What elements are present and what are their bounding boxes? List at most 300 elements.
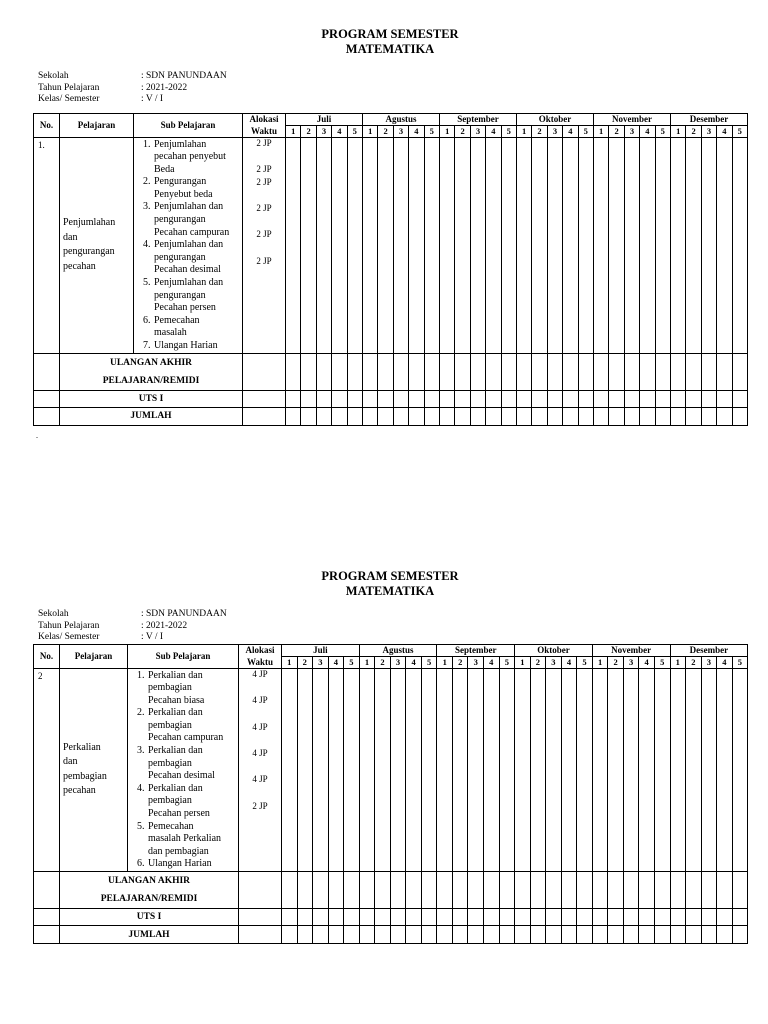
schedule-cell [532, 137, 547, 353]
header-alokasi: Alokasi [243, 113, 286, 125]
sub-line: Pengurangan [154, 176, 207, 188]
schedule-cell [670, 872, 686, 909]
schedule-cell [516, 353, 531, 390]
schedule-cell [501, 407, 516, 425]
schedule-cell [670, 909, 686, 926]
month-header: Oktober [515, 644, 593, 656]
header-row-months [34, 644, 748, 656]
schedule-cell [424, 407, 439, 425]
schedule-cell [592, 909, 608, 926]
schedule-cell [578, 390, 593, 407]
schedule-cell [297, 926, 313, 944]
week-number-header: 2 [297, 656, 313, 668]
schedule-cell [455, 353, 470, 390]
schedule-cell [655, 390, 670, 407]
schedule-cell [378, 353, 393, 390]
sub-line: masalah Perkalian [148, 833, 222, 845]
schedule-cell [468, 926, 484, 944]
footer-uts-label: UTS I [60, 390, 243, 407]
schedule-cell [609, 407, 624, 425]
schedule-cell [313, 926, 329, 944]
schedule-cell [393, 407, 408, 425]
schedule-cell [344, 872, 360, 909]
schedule-cell [316, 137, 331, 353]
footer-uts-label: UTS I [60, 909, 239, 926]
pelajaran-cell [60, 137, 134, 353]
info-label: Kelas/ Semester [38, 632, 100, 642]
sub-line: Ulangan Harian [148, 858, 212, 870]
sub-line: Pecahan persen [148, 808, 210, 820]
schedule-cell [532, 407, 547, 425]
schedule-cell [328, 668, 344, 872]
footer-row-uts [34, 390, 748, 407]
schedule-cell [375, 872, 391, 909]
sub-line: Penjumlahan dan [154, 201, 224, 213]
sub-line: Pecahan campuran [148, 732, 224, 744]
empty-cell [239, 872, 282, 909]
schedule-cell [440, 390, 455, 407]
schedule-cell [623, 926, 639, 944]
schedule-cell [593, 390, 608, 407]
week-number-header: 3 [468, 656, 484, 668]
week-number-header: 4 [409, 125, 424, 137]
schedule-cell [608, 909, 624, 926]
schedule-cell [424, 390, 439, 407]
schedule-cell [717, 353, 732, 390]
week-number-header: 1 [671, 125, 686, 137]
schedule-cell [732, 872, 748, 909]
schedule-cell [440, 353, 455, 390]
sub-line: Pecahan biasa [148, 694, 205, 706]
week-number-header: 1 [515, 656, 531, 668]
sub-pelajaran-cell [134, 137, 243, 353]
lesson-row [34, 668, 748, 872]
sub-line: pembagian [148, 757, 192, 769]
empty-cell [34, 909, 60, 926]
pelajaran-line: Penjumlahan [63, 217, 116, 229]
sub-item [147, 858, 238, 871]
schedule-cell [470, 137, 485, 353]
schedule-cell [409, 353, 424, 390]
schedule-cell [623, 668, 639, 872]
info-row-tahun [33, 621, 747, 633]
schedule-cell [409, 137, 424, 353]
week-number-header: 4 [563, 125, 578, 137]
schedule-cell [592, 872, 608, 909]
schedule-cell [578, 137, 593, 353]
schedule-cell [624, 137, 639, 353]
schedule-cell [363, 353, 378, 390]
schedule-cell [639, 668, 655, 872]
schedule-cell [316, 353, 331, 390]
schedule-cell [516, 137, 531, 353]
alokasi-value: 2 JP [256, 255, 272, 266]
footer-ulangan-label [60, 353, 243, 390]
program-semester-2 [33, 569, 747, 944]
schedule-cell [654, 872, 670, 909]
week-number-header: 2 [455, 125, 470, 137]
schedule-cell [717, 137, 732, 353]
schedule-cell [563, 137, 578, 353]
schedule-cell [577, 668, 593, 872]
empty-cell [243, 407, 286, 425]
schedule-cell [390, 926, 406, 944]
month-header: Juli [286, 113, 363, 125]
schedule-cell [671, 390, 686, 407]
schedule-cell [654, 926, 670, 944]
schedule-cell [406, 872, 422, 909]
week-number-header: 3 [624, 125, 639, 137]
week-number-header: 5 [501, 125, 516, 137]
schedule-cell [686, 353, 701, 390]
schedule-cell [516, 390, 531, 407]
schedule-cell [499, 909, 515, 926]
sub-pelajaran-list [134, 139, 242, 353]
schedule-cell [286, 353, 301, 390]
week-number-header: 4 [561, 656, 577, 668]
schedule-cell [670, 668, 686, 872]
schedule-cell [639, 909, 655, 926]
footer-jumlah-label: JUMLAH [60, 407, 243, 425]
schedule-cell [437, 872, 453, 909]
sub-item [153, 340, 242, 353]
schedule-cell [347, 353, 362, 390]
week-number-header: 3 [546, 656, 562, 668]
sub-line: Pecahan campuran [154, 226, 230, 238]
week-number-header: 3 [313, 656, 329, 668]
schedule-cell [468, 909, 484, 926]
schedule-cell [701, 668, 717, 872]
week-number-header: 1 [593, 125, 608, 137]
sub-item [153, 176, 242, 201]
sub-item [147, 783, 238, 821]
sub-line: Beda [154, 163, 175, 175]
footer-line: ULANGAN AKHIR [107, 876, 191, 886]
schedule-cell [732, 390, 747, 407]
schedule-cell [717, 668, 733, 872]
sub-line: Penjumlahan dan [154, 277, 224, 289]
schedule-cell [701, 390, 716, 407]
schedule-cell [393, 353, 408, 390]
info-label: Kelas/ Semester [38, 94, 100, 104]
schedule-cell [717, 909, 733, 926]
alokasi-value: 4 JP [252, 747, 268, 758]
info-value: : V / I [141, 94, 164, 104]
footer-row-uts [34, 909, 748, 926]
schedule-cell [578, 407, 593, 425]
schedule-cell [470, 353, 485, 390]
schedule-cell [532, 390, 547, 407]
empty-cell [34, 390, 60, 407]
schedule-cell [701, 137, 716, 353]
schedule-cell [515, 926, 531, 944]
schedule-cell [486, 407, 501, 425]
sub-line: pengurangan [154, 289, 206, 301]
week-number-header: 4 [332, 125, 347, 137]
schedule-cell [286, 407, 301, 425]
week-number-header: 2 [686, 125, 701, 137]
schedule-cell [609, 353, 624, 390]
footer-ulangan-label [60, 872, 239, 909]
schedule-cell [359, 926, 375, 944]
info-value: : 2021-2022 [141, 620, 188, 631]
schedule-cell [316, 390, 331, 407]
schedule-cell [409, 407, 424, 425]
doc-title-line-1: PROGRAM SEMESTER [321, 569, 459, 583]
footer-row-ulangan [34, 872, 748, 909]
sub-item [153, 201, 242, 239]
schedule-cell [484, 909, 500, 926]
schedule-cell [701, 872, 717, 909]
sub-line: Penyebut beda [154, 188, 213, 200]
pelajaran-cell [60, 668, 128, 872]
week-number-header: 5 [655, 125, 670, 137]
month-header: Juli [282, 644, 360, 656]
week-number-header: 5 [578, 125, 593, 137]
week-number-header: 2 [532, 125, 547, 137]
schedule-cell [437, 909, 453, 926]
footer-row-ulangan [34, 353, 748, 390]
schedule-cell [332, 390, 347, 407]
schedule-cell [530, 668, 546, 872]
schedule-cell [640, 353, 655, 390]
header-waktu: Waktu [243, 125, 286, 137]
week-number-header: 4 [328, 656, 344, 668]
info-value: : SDN PANUNDAAN [141, 71, 227, 81]
schedule-cell [547, 407, 562, 425]
week-number-header: 3 [623, 656, 639, 668]
schedule-cell [609, 390, 624, 407]
pelajaran-line: pembagian [63, 770, 107, 782]
schedule-cell [717, 872, 733, 909]
month-header: Agustus [363, 113, 440, 125]
info-label: Tahun Pelajaran [38, 620, 100, 631]
info-block [33, 609, 747, 644]
info-label: Sekolah [38, 609, 69, 619]
schedule-cell [468, 668, 484, 872]
week-number-header: 5 [424, 125, 439, 137]
info-label: Sekolah [38, 71, 69, 81]
schedule-cell [592, 668, 608, 872]
alokasi-cell [243, 137, 286, 353]
schedule-cell [732, 137, 747, 353]
info-row-tahun [33, 83, 747, 95]
sub-line: Perkalian dan [148, 707, 203, 719]
schedule-cell [347, 407, 362, 425]
schedule-cell [655, 137, 670, 353]
schedule-cell [301, 137, 316, 353]
week-number-header: 4 [717, 125, 732, 137]
week-number-header: 2 [452, 656, 468, 668]
alokasi-value: 4 JP [252, 721, 268, 732]
schedule-cell [671, 137, 686, 353]
footer-line: PELAJARAN/REMIDI [102, 375, 200, 386]
schedule-cell [717, 926, 733, 944]
schedule-cell [282, 926, 298, 944]
sub-line: pecahan penyebut [154, 151, 226, 163]
week-number-header: 2 [378, 125, 393, 137]
sub-line: Perkalian dan [148, 745, 203, 757]
schedule-cell [363, 390, 378, 407]
schedule-cell [686, 872, 702, 909]
week-number-header: 5 [732, 125, 747, 137]
schedule-cell [639, 926, 655, 944]
week-number-header: 5 [654, 656, 670, 668]
schedule-cell [624, 390, 639, 407]
sub-line: masalah [154, 327, 187, 339]
schedule-cell [282, 909, 298, 926]
schedule-cell [501, 353, 516, 390]
schedule-cell [654, 909, 670, 926]
doc-title-line-2: MATEMATIKA [345, 584, 435, 598]
schedule-table [33, 644, 748, 945]
sub-line: Ulangan Harian [154, 340, 218, 351]
sub-item [153, 277, 242, 315]
schedule-cell [455, 407, 470, 425]
pelajaran-line: Perkalian [63, 741, 101, 753]
pelajaran-line: dan [63, 756, 78, 768]
schedule-cell [424, 353, 439, 390]
schedule-cell [282, 668, 298, 872]
empty-cell [34, 926, 60, 944]
schedule-cell [486, 137, 501, 353]
schedule-cell [546, 668, 562, 872]
week-number-header: 1 [516, 125, 531, 137]
info-value: : SDN PANUNDAAN [141, 609, 227, 619]
schedule-cell [375, 909, 391, 926]
lesson-row [34, 137, 748, 353]
schedule-cell [344, 926, 360, 944]
week-number-header: 3 [316, 125, 331, 137]
week-number-header: 1 [440, 125, 455, 137]
header-no: No. [34, 113, 60, 137]
week-number-header: 1 [592, 656, 608, 668]
footer-line: PELAJARAN/REMIDI [100, 894, 198, 904]
schedule-cell [532, 353, 547, 390]
alokasi-value: 2 JP [256, 163, 272, 174]
week-number-header: 3 [547, 125, 562, 137]
sub-line: Pecahan persen [154, 302, 216, 314]
week-number-header: 1 [437, 656, 453, 668]
sub-line: pengurangan [154, 251, 206, 263]
month-header: Desember [670, 644, 748, 656]
info-label: Tahun Pelajaran [38, 82, 100, 93]
week-number-header: 4 [484, 656, 500, 668]
schedule-cell [499, 926, 515, 944]
schedule-cell [732, 909, 748, 926]
header-waktu: Waktu [239, 656, 282, 668]
empty-cell [243, 390, 286, 407]
empty-cell [34, 353, 60, 390]
alokasi-value: 4 JP [252, 773, 268, 784]
sub-line: pembagian [148, 795, 192, 807]
week-number-header: 3 [393, 125, 408, 137]
schedule-cell [455, 390, 470, 407]
sub-item [147, 707, 238, 745]
schedule-cell [623, 909, 639, 926]
schedule-cell [609, 137, 624, 353]
schedule-cell [440, 407, 455, 425]
doc-title-line-2: MATEMATIKA [345, 42, 435, 56]
empty-cell [243, 353, 286, 390]
schedule-cell [390, 872, 406, 909]
schedule-cell [347, 137, 362, 353]
schedule-cell [686, 668, 702, 872]
schedule-cell [701, 407, 716, 425]
empty-cell [34, 407, 60, 425]
month-header: September [437, 644, 515, 656]
empty-cell [239, 926, 282, 944]
schedule-cell [286, 390, 301, 407]
schedule-cell [577, 872, 593, 909]
schedule-cell [301, 390, 316, 407]
schedule-cell [393, 390, 408, 407]
schedule-cell [546, 872, 562, 909]
schedule-cell [390, 668, 406, 872]
schedule-cell [313, 909, 329, 926]
sub-item [153, 315, 242, 340]
schedule-cell [592, 926, 608, 944]
schedule-cell [393, 137, 408, 353]
info-value: : V / I [141, 632, 164, 642]
schedule-cell [378, 137, 393, 353]
schedule-cell [470, 407, 485, 425]
schedule-cell [468, 872, 484, 909]
schedule-cell [375, 668, 391, 872]
schedule-cell [577, 909, 593, 926]
schedule-cell [516, 407, 531, 425]
alokasi-value: 4 JP [252, 694, 268, 705]
header-no: No. [34, 644, 60, 668]
schedule-cell [515, 872, 531, 909]
schedule-cell [452, 668, 468, 872]
schedule-cell [501, 137, 516, 353]
schedule-cell [332, 137, 347, 353]
schedule-cell [640, 390, 655, 407]
schedule-cell [732, 353, 747, 390]
footer-row-jumlah [34, 926, 748, 944]
row-number: 1. [34, 137, 60, 353]
sub-line: pembagian [148, 719, 192, 731]
schedule-cell [347, 390, 362, 407]
schedule-cell [654, 668, 670, 872]
schedule-cell [655, 407, 670, 425]
schedule-cell [328, 926, 344, 944]
month-header: September [440, 113, 517, 125]
schedule-cell [486, 390, 501, 407]
alokasi-value: 4 JP [252, 668, 268, 679]
schedule-cell [561, 872, 577, 909]
schedule-cell [717, 407, 732, 425]
week-number-header: 5 [577, 656, 593, 668]
schedule-cell [484, 926, 500, 944]
sub-item [147, 745, 238, 783]
schedule-cell [328, 872, 344, 909]
schedule-cell [406, 909, 422, 926]
row-number: 2 [34, 668, 60, 872]
schedule-cell [577, 926, 593, 944]
schedule-cell [563, 353, 578, 390]
week-number-header: 2 [301, 125, 316, 137]
schedule-cell [424, 137, 439, 353]
program-semester-1 [33, 27, 747, 426]
schedule-cell [484, 872, 500, 909]
week-number-header: 4 [640, 125, 655, 137]
schedule-cell [732, 407, 747, 425]
schedule-cell [421, 926, 437, 944]
schedule-cell [640, 407, 655, 425]
pelajaran-line: pecahan [63, 785, 96, 797]
